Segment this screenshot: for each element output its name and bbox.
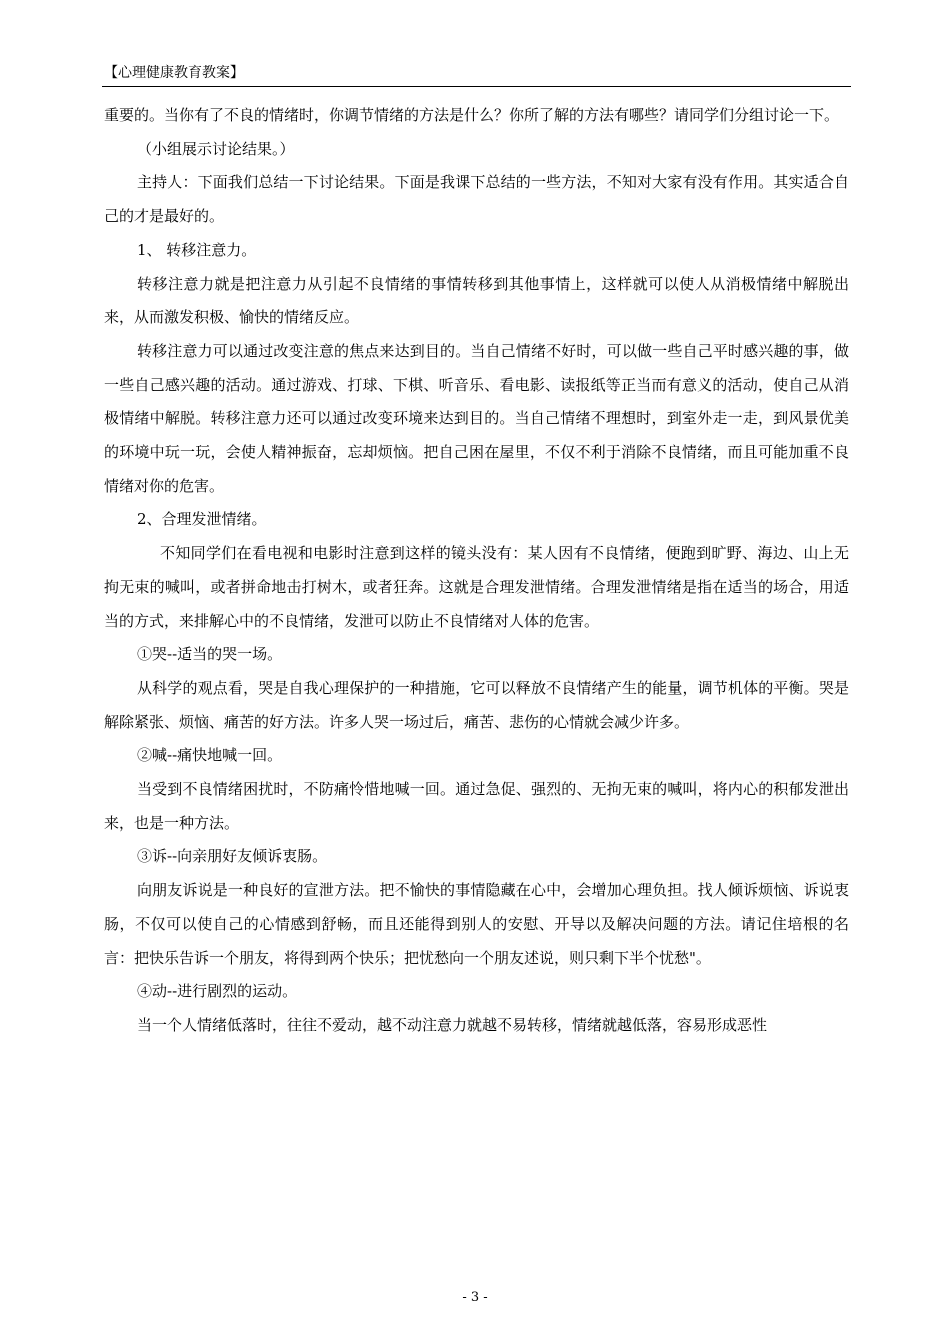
- paragraph: 向朋友诉说是一种良好的宣泄方法。把不愉快的事情隐藏在心中，会增加心理负担。找人倾诉烦恼、诉说衷肠，不仅可以使自己的心情感到舒畅，而且还能得到别人的安慰、开导以及解决问题的方法。请记住培根的名言：把快乐告诉一个朋友，将得到两个快乐；把忧愁向一个朋友述说，则只剩下半个忧愁"。: [104, 881, 849, 967]
- paragraph: 转移注意力可以通过改变注意的焦点来达到目的。当自己情绪不好时，可以做一些自己平时感兴趣的事，做一些自己感兴趣的活动。通过游戏、打球、下棋、听音乐、看电影、读报纸等正当而有意义的活动，使自己从消极情绪中解脱。转移注意力还可以通过改变环境来达到目的。当自己情绪不理想时，到室外走一走，到风景优美的环境中玩一玩，会使人精神振奋，忘却烦恼。把自己困在屋里，不仅不利于消除不良情绪，而且可能加重不良情绪对你的危害。: [104, 341, 849, 495]
- paragraph: 重要的。当你有了不良的情绪时，你调节情绪的方法是什么？你所了解的方法有哪些？请同学们分组讨论一下。: [104, 106, 840, 124]
- paragraph: 主持人：下面我们总结一下讨论结果。下面是我课下总结的一些方法，不知对大家有没有作用。其实适合自己的才是最好的。: [104, 173, 849, 226]
- header-divider: [102, 86, 851, 87]
- subsection-heading: ③诉--向亲朋好友倾诉衷肠。: [137, 847, 328, 866]
- section-heading: 1、 转移注意力。: [137, 240, 257, 259]
- paragraph: （小组展示讨论结果。）: [137, 139, 295, 158]
- paragraph: 当一个人情绪低落时，往往不爱动，越不动注意力就越不易转移，情绪就越低落，容易形成恶性: [137, 1015, 768, 1034]
- subsection-heading: ①哭--适当的哭一场。: [137, 645, 283, 664]
- page-number: - 3 -: [462, 1290, 488, 1305]
- paragraph: 从科学的观点看，哭是自我心理保护的一种措施，它可以释放不良情绪产生的能量，调节机体的平衡。哭是解除紧张、烦恼、痛苦的好方法。许多人哭一场过后，痛苦、悲伤的心情就会减少许多。: [104, 678, 849, 731]
- paragraph: 转移注意力就是把注意力从引起不良情绪的事情转移到其他事情上，这样就可以使人从消极情绪中解脱出来，从而激发积极、愉快的情绪反应。: [104, 274, 849, 327]
- section-heading: 2、合理发泄情绪。: [137, 510, 267, 529]
- subsection-heading: ④动--进行剧烈的运动。: [137, 982, 298, 1001]
- paragraph: 不知同学们在看电视和电影时注意到这样的镜头没有：某人因有不良情绪，便跑到旷野、海边、山上无拘无束的喊叫，或者拼命地击打树木，或者狂奔。这就是合理发泄情绪。合理发泄情绪是指在适当的场合，用适当的方式，来排解心中的不良情绪，发泄可以防止不良情绪对人体的危害。: [104, 544, 849, 630]
- document-header-title: 【心理健康教育教案】: [104, 65, 244, 81]
- document-body: [104, 99, 849, 1043]
- paragraph: 当受到不良情绪困扰时，不防痛怜惜地喊一回。通过急促、强烈的、无拘无束的喊叫，将内心的积郁发泄出来，也是一种方法。: [104, 780, 849, 832]
- subsection-heading: ②喊--痛快地喊一回。: [137, 746, 283, 765]
